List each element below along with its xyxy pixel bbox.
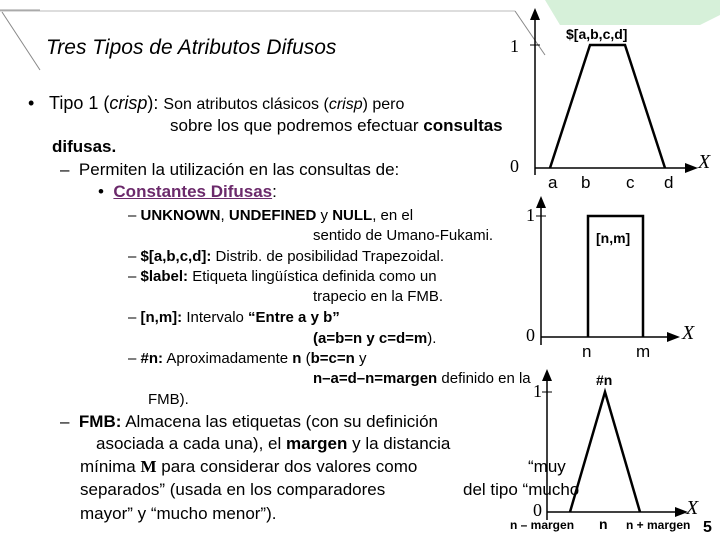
constantes-bullet: • <box>98 182 104 201</box>
approx-line3: FMB). <box>148 391 189 408</box>
approx-line2 <box>313 370 531 387</box>
title-frame-right <box>515 11 545 55</box>
interval-b: Intervalo <box>182 309 249 326</box>
tipo1-text-crisp: crisp <box>328 96 363 113</box>
fmb-line3-a: mínima <box>80 457 141 476</box>
approx-e: b=c=n <box>310 350 355 367</box>
trap-x-b: b <box>581 173 591 192</box>
permiten-dash: – <box>60 160 70 179</box>
interval-graph <box>536 196 680 345</box>
fmb-line4-a: separados” (usada en los comparadores <box>80 480 386 499</box>
tipo1-line2 <box>170 116 503 136</box>
interval-graph-label: [n,m] <box>596 230 631 246</box>
fmb-a: FMB: <box>78 412 122 431</box>
int-y-arrow <box>536 196 546 208</box>
label-item <box>128 268 437 285</box>
interval-dash: – <box>128 309 137 326</box>
interval-line2 <box>313 330 436 347</box>
int-x-arrow <box>667 332 680 342</box>
trap-x-a: a <box>548 173 558 192</box>
approx-shape <box>570 392 640 512</box>
fmb-line3-c: “muy <box>528 457 566 476</box>
tipo1-line <box>28 93 404 114</box>
int-x-axis-label: X <box>682 322 695 344</box>
constantes-colon: : <box>272 182 277 201</box>
approx-x-n: n <box>599 516 608 532</box>
tipo1-line2-b: consultas <box>423 116 503 135</box>
fmb-line2 <box>96 434 450 454</box>
unknown-item <box>128 207 413 224</box>
trap-y-top: 1 <box>510 36 519 56</box>
unknown-a: UNKNOWN <box>140 207 221 224</box>
trap-x-d: d <box>664 173 674 192</box>
approx-b: Aproximadamente <box>163 350 293 367</box>
trap-x-c: c <box>626 173 635 192</box>
trap-y-arrow <box>530 8 540 20</box>
tipo1-paren-close: ): <box>147 93 159 113</box>
trap-item <box>128 248 444 265</box>
unknown-line2: sentido de Umano-Fukami. <box>313 227 494 244</box>
approx-c: n <box>292 350 302 367</box>
tipo1-crisp: crisp <box>109 93 148 113</box>
trap-b: Distrib. de posibilidad Trapezoidal. <box>211 248 444 265</box>
trap-dash: – <box>128 248 137 265</box>
approx-line2-a: n–a=d–n=margen <box>313 370 438 387</box>
trap-shape <box>550 45 665 168</box>
constantes-text: Constantes Difusas <box>113 182 273 201</box>
fmb-line3-b: para considerar dos valores como <box>156 457 418 476</box>
approx-item <box>128 350 366 367</box>
int-y-bottom: 0 <box>526 325 535 345</box>
int-x-n: n <box>582 342 592 361</box>
green-corner-shape <box>545 0 720 25</box>
approx-f: y <box>354 350 367 367</box>
approx-y-top: 1 <box>533 381 542 401</box>
trap-x-axis-label: X <box>698 151 711 173</box>
fmb-line2-b: margen <box>285 434 348 453</box>
fmb-line1 <box>60 412 438 432</box>
int-x-m: m <box>636 342 651 361</box>
approx-dash: – <box>128 350 137 367</box>
tipo1-paren-open: ( <box>103 93 110 113</box>
approx-a: #n: <box>140 350 164 367</box>
fmb-dash: – <box>60 412 70 431</box>
fmb-line2-c: y la distancia <box>347 434 451 453</box>
fmb-line5: mayor” y “mucho menor”). <box>80 504 277 523</box>
approx-y-bottom: 0 <box>533 500 542 520</box>
approx-y-arrow <box>542 369 552 381</box>
unknown-b: , <box>220 207 229 224</box>
permiten-line <box>60 160 399 180</box>
constantes-line <box>98 182 277 202</box>
tipo1-text-b: ) pero <box>362 96 405 113</box>
label-a: $label: <box>140 268 189 285</box>
fmb-line4-b: del tipo “mucho <box>463 480 580 499</box>
unknown-f: , en el <box>372 207 414 224</box>
unknown-d: y <box>316 207 333 224</box>
fmb-b: Almacena las etiquetas (con su definición <box>121 412 438 431</box>
trap-graph-label: $[a,b,c,d] <box>566 26 628 42</box>
interval-line2-a: (a=b=n y c=d=m <box>313 330 428 347</box>
tipo1-text-a: Son atributos clásicos ( <box>163 96 329 113</box>
title-frame-left <box>2 12 40 70</box>
approx-graph-label: #n <box>596 372 613 388</box>
slide-number: 5 <box>703 519 712 536</box>
trap-a: $[a,b,c,d]: <box>140 248 212 265</box>
tipo1-line3: difusas. <box>52 137 117 156</box>
int-y-top: 1 <box>526 205 535 225</box>
approx-x-n-minus: n – margen <box>510 518 575 532</box>
tipo1-line2-a: sobre los que podremos efectuar <box>170 116 419 135</box>
interval-item <box>128 309 340 326</box>
bullet-dot: • <box>28 93 35 113</box>
fmb-line2-a: asociada a cada una), el <box>96 434 286 453</box>
fmb-line3 <box>80 457 417 477</box>
unknown-dash: – <box>128 207 137 224</box>
interval-a: [n,m]: <box>140 309 183 326</box>
approx-x-n-plus: n + margen <box>626 518 691 532</box>
tipo1-label: Tipo 1 <box>49 93 99 113</box>
trap-x-arrow <box>685 163 698 173</box>
trap-y-bottom: 0 <box>510 156 519 176</box>
slide-title: Tres Tipos de Atributos Difusos <box>46 36 337 59</box>
unknown-e: NULL <box>332 207 373 224</box>
fmb-line3-m: M <box>140 457 157 476</box>
interval-line2-b: ). <box>427 330 437 347</box>
label-dash: – <box>128 268 137 285</box>
approx-d: ( <box>301 350 311 367</box>
interval-c: “Entre a y b” <box>248 309 340 326</box>
label-b: Etiqueta lingüística definida como un <box>188 268 437 285</box>
unknown-c: UNDEFINED <box>228 207 317 224</box>
approx-line2-b: definido en la <box>437 370 531 387</box>
label-line2: trapecio en la FMB. <box>313 288 444 305</box>
approx-x-axis-label: X <box>686 497 699 519</box>
permiten-text: Permiten la utilización en las consultas de: <box>78 160 400 179</box>
